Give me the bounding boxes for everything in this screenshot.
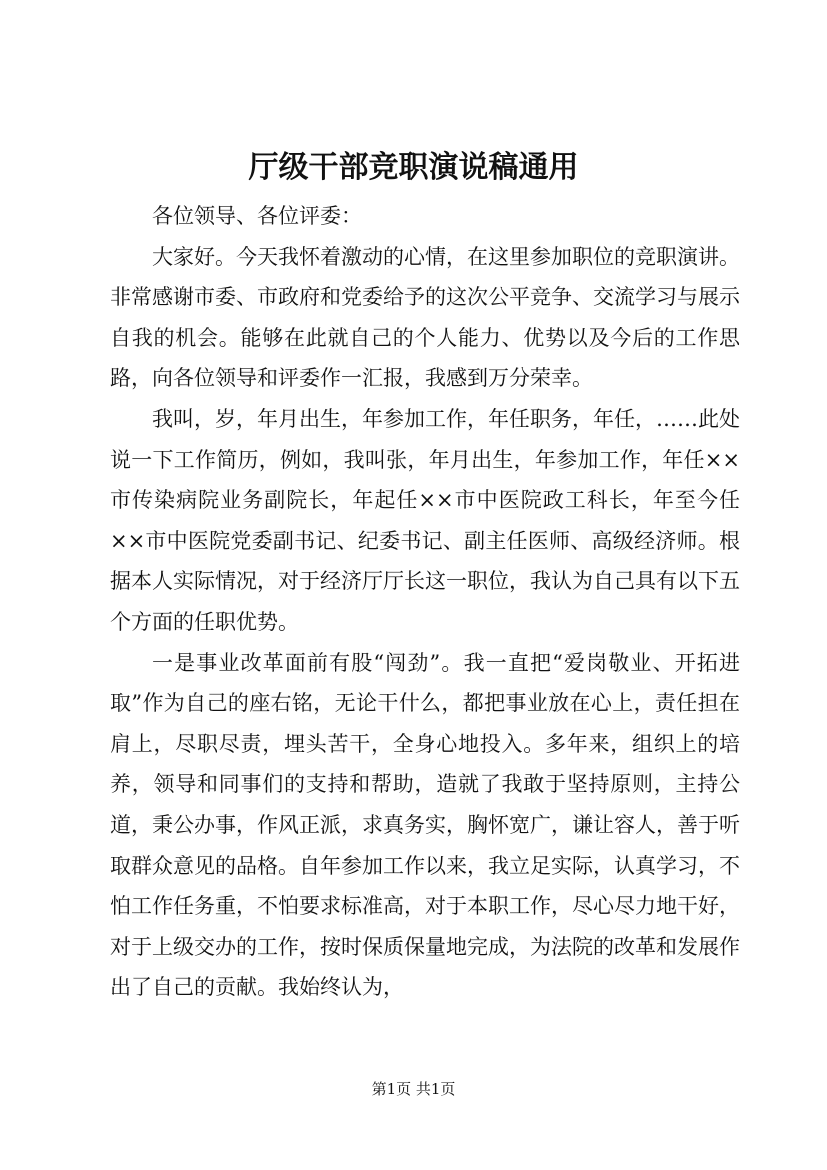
paragraph-2: 我叫，岁，年月出生，年参加工作，年任职务，年任，……此处说一下工作简历，例如，我叫张，年月出生，年参加工作，年任××市传染病院业务副院长，年起任××市中医院政工科长，年至今任××市中医院党委副书记、纪委书记、副主任医师、高级经济师。根据本人实际情况，对于经济厅厅长这一职位，我认为自己具有以下五个方面的任职优势。 <box>110 406 740 634</box>
document-title: 厅级干部竞职演说稿通用 <box>248 150 579 185</box>
paragraph-1: 大家好。今天我怀着激动的心情，在这里参加职位的竞职演讲。非常感谢市委、市政府和党委给予的这次公平竞争、交流学习与展示自我的机会。能够在此就自己的个人能力、优势以及今后的工作思路，向各位领导和评委作一汇报，我感到万分荣幸。 <box>110 244 740 391</box>
document-body <box>110 196 740 1008</box>
paragraph-3: 一是事业改革面前有股“闯劲”。我一直把“爱岗敬业、开拓进取”作为自己的座右铭，无论干什么，都把事业放在心上，责任担在肩上，尽职尽责，埋头苦干，全身心地投入。多年来，组织上的培养，领导和同事们的支持和帮助，造就了我敢于坚持原则，主持公道，秉公办事，作风正派，求真务实，胸怀宽广，谦让容人，善于听取群众意见的品格。自年参加工作以来，我立足实际，认真学习，不怕工作任务重，不怕要求标准高，对于本职工作，尽心尽力地干好，对于上级交办的工作，按时保质保量地完成，为法院的改革和发展作出了自己的贡献。我始终认为， <box>110 650 740 1000</box>
page-footer: 第1页 共1页 <box>371 1080 456 1098</box>
salutation: 各位领导、各位评委： <box>152 204 362 228</box>
